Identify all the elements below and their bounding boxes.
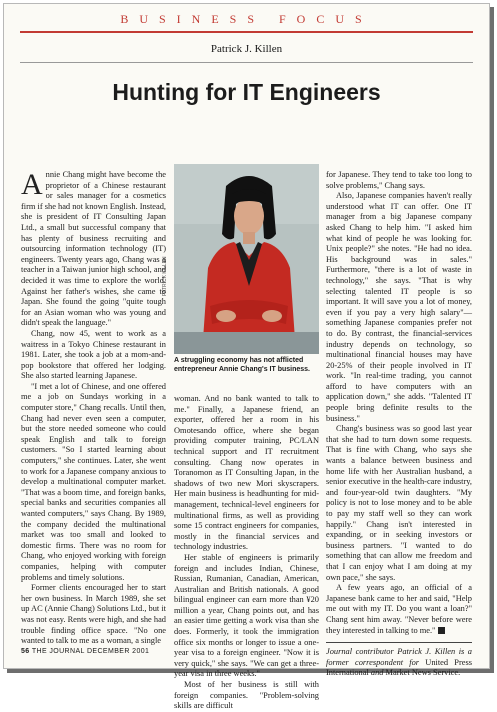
- column-1: [21, 170, 166, 647]
- paragraph: [21, 170, 166, 329]
- end-mark-icon: [438, 627, 445, 634]
- paragraph: "I met a lot of Chinese, and one offered me a job on Sundays working in a computer store," Chang recalls. Until then, Chang had never even seen a computer, but the store needed someone who could speak English and talk to foreign customers. "So I started learning about computers," she continues. Later, she went to work for a Japanese company anxious to develop a multinational computer market. "That was a boom time, and foreign banks, special banks and securities companies all wanted computers," says Chang. By 1989, the company decided the multinational market was too small and looked to domestic firms. There was no room for Chang, who enjoyed working with foreign companies, helping with computer problems and timely solutions.: [21, 381, 166, 582]
- paragraph-text: A few years ago, an official of a Japanese bank came to her and said, "Help me out with my IT. Do you want a loan?" Chang sent him away. "Never before were they interested in talking to me.": [326, 583, 472, 635]
- note-text: and: [368, 668, 386, 678]
- section-title: BUSINESS FOCUS: [120, 12, 373, 26]
- drop-cap: A: [21, 168, 43, 201]
- page-footer: [21, 648, 149, 655]
- magazine-page: [3, 3, 490, 711]
- paragraph: [326, 583, 472, 636]
- note-text: United Press International: [326, 657, 472, 678]
- paragraph: Also, Japanese companies haven't really understood what IT can offer. One IT manager from a big Japanese company asked Chang to help him. "I asked him what kind of people he was looking for. Unix people?" she notes. "He had no idea. His background was in sales." Furthermore, "there is a lot of waste in technology," she says. "That is why selecting talented IT people is so important. It will save you a lot of money, even if you pay a very high salary"—something Japanese companies prefer not to do. By contrast, the financial-services industry depends on technology, so multinational financial houses may have 20-25% of their people involved in IT work. "In real-time trading, you cannot afford to have computers with an application down," she adds. "Talented IT people bring definite results to the business.": [326, 191, 472, 423]
- paragraph: Chang's business was so good last year that she had to turn down some requests. That is fine with Chang, who says she wants a balance between business and home life with her Australian husband, a senior executive in the health-care industry, and four-year-old twin daughters. "My policy is not to lose money and to be able to pay my staff well so they can work happily." Chang isn't interested in expanding, or in seeking investors or business partners. "I wanted to do something that can allow me freedom and that I can enjoy what I am doing at my own pace," she says.: [326, 424, 472, 582]
- portrait-photo: [174, 164, 319, 354]
- paragraph: Former clients encouraged her to start her own business. In March 1989, she set up AC (Annie Chang) Solutions Ltd., but it was not easy. Rents were high, and she had trouble finding office space. "No one wanted to talk to me as a woman, a single: [21, 583, 166, 646]
- note-rule: [326, 642, 472, 643]
- page-number: 56: [21, 648, 30, 655]
- photo-credit: PATRICK KILLEN: [162, 256, 168, 296]
- paragraph: woman. And no bank wanted to talk to me." Finally, a Japanese friend, an exporter, offered her a room in his Omotesando office, where she began providing computer training, PC/LAN technical support and IT recruitment consulting. Chang now operates in Toranomon as IT Consulting Japan, in the shadows of two new Mori skyscrapers. Her main business is headhunting for mid-management, technical-level engineers for multinational firms, as well as providing some 15 contract engineers for companies, mostly in the financial services and technology industries.: [174, 394, 319, 552]
- headline: Hunting for IT Engineers: [112, 79, 381, 105]
- contributor-note: [326, 647, 472, 679]
- column-2: [174, 394, 319, 712]
- paragraph: Chang, now 45, went to work as a waitress in a Tokyo Chinese restaurant in 1981. Later, she took a job at a mom-and-pop bookstore that offered her lodging. She also started learning Japanese.: [21, 328, 166, 381]
- journal-name: THE JOURNAL: [31, 648, 85, 655]
- paragraph: Her stable of engineers is primarily foreign and includes Indian, Chinese, Russian, Rumanian, Canadian, American, Australian and British nationals. A good bilingual engineer can earn more than ¥20 million a year, Chang points out, and has an easier time getting a work visa than she does. Formerly, it took the immigration office six months or longer to issue a one-year visa to a foreign engineer. "Now it is very quick," she says. "We can get a three-year visa in three weeks.": [174, 552, 319, 679]
- note-text: Market News Service.: [385, 668, 461, 678]
- byline-rule: [20, 62, 473, 63]
- photo-caption: A struggling economy has not afflicted entrepreneur Annie Chang's IT business.: [174, 357, 310, 373]
- paragraph: for Japanese. They tend to take too long to solve problems," Chang says.: [326, 170, 472, 190]
- section-rule: [20, 31, 473, 33]
- issue-date: DECEMBER 2001: [86, 648, 150, 655]
- paragraph-text: nnie Chang might have become the proprietor of a Chinese restaurant or sales manager for a cosmetics firm if she had not known English. Instead, she is president of IT Consulting Japan Ltd., a small but successful company that has plenty of business recruiting and outsourcing information technology (IT) engineers. Twenty years ago, Chang was a teacher in a Taiwan junior high school, and decided it was time to explore the world. Against her father's wishes, she came to Japan. She found the going "quite tough for an Asian woman who was young and didn't speak the language.": [21, 170, 166, 328]
- paragraph: Most of her business is still with foreign companies. "Problem-solving skills are difficult: [174, 680, 319, 711]
- column-3: [326, 170, 472, 679]
- note-text: Journal contributor Patrick J. Killen is a former correspondent for: [326, 647, 472, 667]
- portrait-illustration: [174, 164, 319, 354]
- byline: Patrick J. Killen: [210, 43, 283, 55]
